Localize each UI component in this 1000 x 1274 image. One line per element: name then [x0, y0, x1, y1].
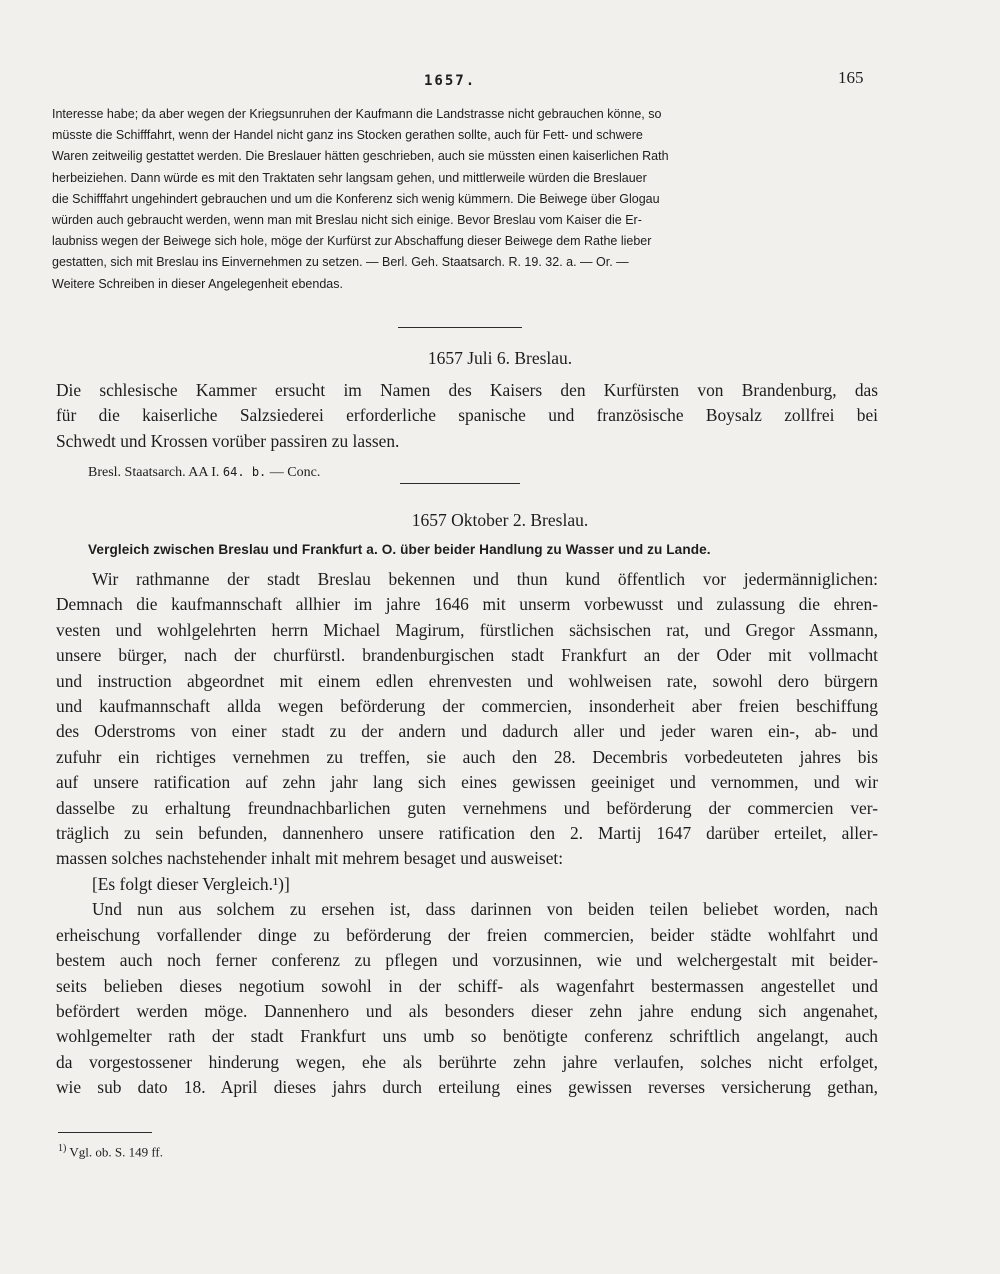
text-line: Und nun aus solchem zu ersehen ist, dass darinnen von beiden teilen beliebet worden, nach [92, 899, 878, 920]
entry-heading: 1657 Oktober 2. Breslau. [411, 510, 589, 530]
text-line: erheischung vorfallender dinge zu beförderung der freien commercien, beider städte wohlfahrt und [56, 924, 878, 945]
source-text: Bresl. Staatsarch. AA I. [88, 465, 223, 480]
text-line: wohlgemelter rath der stadt Frankfurt uns umb so benötigte conferenz schriftlich angelangt, auch [56, 1026, 878, 1047]
text-line: und instruction abgeordnet mit einem edlen ehrenvesten und wohlweisen rate, sowohl dero bürgern [56, 670, 878, 691]
text-line: Wir rathmanne der stadt Breslau bekennen und thun kund öffentlich vor jedermänniglichen: [92, 569, 878, 589]
text-line: Interesse habe; da aber wegen der Kriegsunruhen der Kaufmann die Landstrasse nicht gebrauchen könne, so [52, 107, 662, 121]
page-number: 165 [838, 68, 864, 87]
text-line: massen solches nachstehender inhalt mit mehrem besaget und ausweiset: [56, 848, 564, 869]
text-line: befördert werden möge. Dannenhero und als besonders dieser zehn jahre endung sich angenahet, [56, 1000, 878, 1021]
footnote [58, 1143, 163, 1160]
text-line: für die kaiserliche Salzsiederei erforderliche spanische und französische Boysalz zollfrei bei [56, 405, 878, 426]
text-line: dasselbe zu erhaltung freundnachbarlichen guten vernehmens und beförderung der commercien ver- [56, 797, 878, 818]
text-line: wie sub dato 18. April dieses jahrs durch erteilung eines gewissen reverses versicherung gethan, [56, 1077, 878, 1098]
section-divider [398, 327, 522, 328]
entry-body [56, 567, 878, 1101]
footnote-divider [58, 1132, 152, 1133]
source-signature: 64. b. [222, 465, 267, 479]
text-line: Weitere Schreiben in dieser Angelegenheit ebendas. [52, 276, 343, 291]
text-line: Die schlesische Kammer ersucht im Namen des Kaisers den Kurfürsten von Brandenburg, das [56, 380, 878, 400]
text-line: und kaufmannschaft allda wegen beförderung der commercien, insonderheit aber freien beschiffung [56, 696, 878, 717]
footnote-text: Vgl. ob. S. 149 ff. [66, 1144, 164, 1160]
text-line: auf unsere ratification auf zehn jahr lang sich eines gewissen geeiniget und vernommen, und wir [56, 772, 878, 793]
text-line: vesten und wohlgelehrten herrn Michael Magirum, fürstlichen sächsischen rat, und Gregor Assmann, [56, 619, 878, 640]
text-line: [Es folgt dieser Vergleich.¹)] [92, 873, 290, 894]
text-line: herbeiziehen. Dann würde es mit den Traktaten sehr langsam gehen, und mittlerweile würden die Breslauer [52, 170, 647, 185]
entry-subtitle: Vergleich zwischen Breslau und Frankfurt a. O. über beider Handlung zu Wasser und zu Lande. [88, 542, 711, 557]
source-text: — Conc. [266, 465, 321, 480]
text-line: da vorgestossener hinderung wegen, ehe als berührte zehn jahre verlaufen, solches nicht erfolget, [56, 1051, 878, 1072]
text-line: würden auch gebraucht werden, wenn man mit Breslau nicht sich einige. Bevor Breslau vom Kaiser die Er- [52, 213, 642, 228]
text-line: gestatten, sich mit Breslau ins Einvernehmen zu setzen. — Berl. Geh. Staatsarch. R. 19. 32. a. — Or. — [52, 255, 629, 270]
text-line: seits belieben dieses negotium sowohl in der schiff- als wagenfahrt bestermassen angestellet und [56, 975, 878, 996]
text-line: Schwedt und Krossen vorüber passiren zu lassen. [56, 430, 400, 451]
text-line: träglich zu sein befunden, dannenhero unsere ratification den 2. Martij 1647 darüber erteilet, aller- [56, 823, 878, 844]
intro-paragraph [52, 104, 880, 295]
text-line: bestem auch noch ferner conferenz zu pflegen und vorzusinnen, wie und welchergestalt mit beider- [56, 950, 878, 971]
footnote-mark: 1) [58, 1143, 67, 1154]
text-line: zufuhr ein richtiges vernehmen zu treffen, sie auch den 28. Decembris vorbedeuteten jahres bis [56, 746, 878, 767]
text-line: laubniss wegen der Beiwege sich hole, möge der Kurfürst zur Abschaffung dieser Beiwege dem Rathe lieber [52, 234, 652, 249]
entry-heading: 1657 Juli 6. Breslau. [427, 348, 573, 368]
section-divider [400, 483, 520, 484]
text-line: unsere bürger, nach der churfürstl. brandenburgischen stadt Frankfurt an der Oder mit vollmacht [56, 645, 878, 666]
text-line: Demnach die kaufmannschaft allhier im jahre 1646 mit unserm vorbewusst und zulassung die ehren- [56, 594, 878, 615]
text-line: Waren zeitweilig gestattet werden. Die Breslauer hätten geschrieben, auch sie müssten einen kaiserlichen Rath [52, 149, 669, 164]
archive-source [88, 465, 320, 481]
text-line: des Oderstroms von einer stadt zu der andern und dadurch aller und jeder waren ein-, ab- und [56, 721, 878, 742]
entry-summary [56, 378, 878, 454]
text-line: müsste die Schifffahrt, wenn der Handel nicht ganz ins Stocken gerathen sollte, auch für Fett- und schwere [52, 128, 643, 143]
text-line: die Schifffahrt ungehindert gebrauchen und um die Konferenz sich wenig kümmern. Die Beiwege über Glogau [52, 191, 660, 206]
running-head-year: 1657. [424, 73, 477, 89]
